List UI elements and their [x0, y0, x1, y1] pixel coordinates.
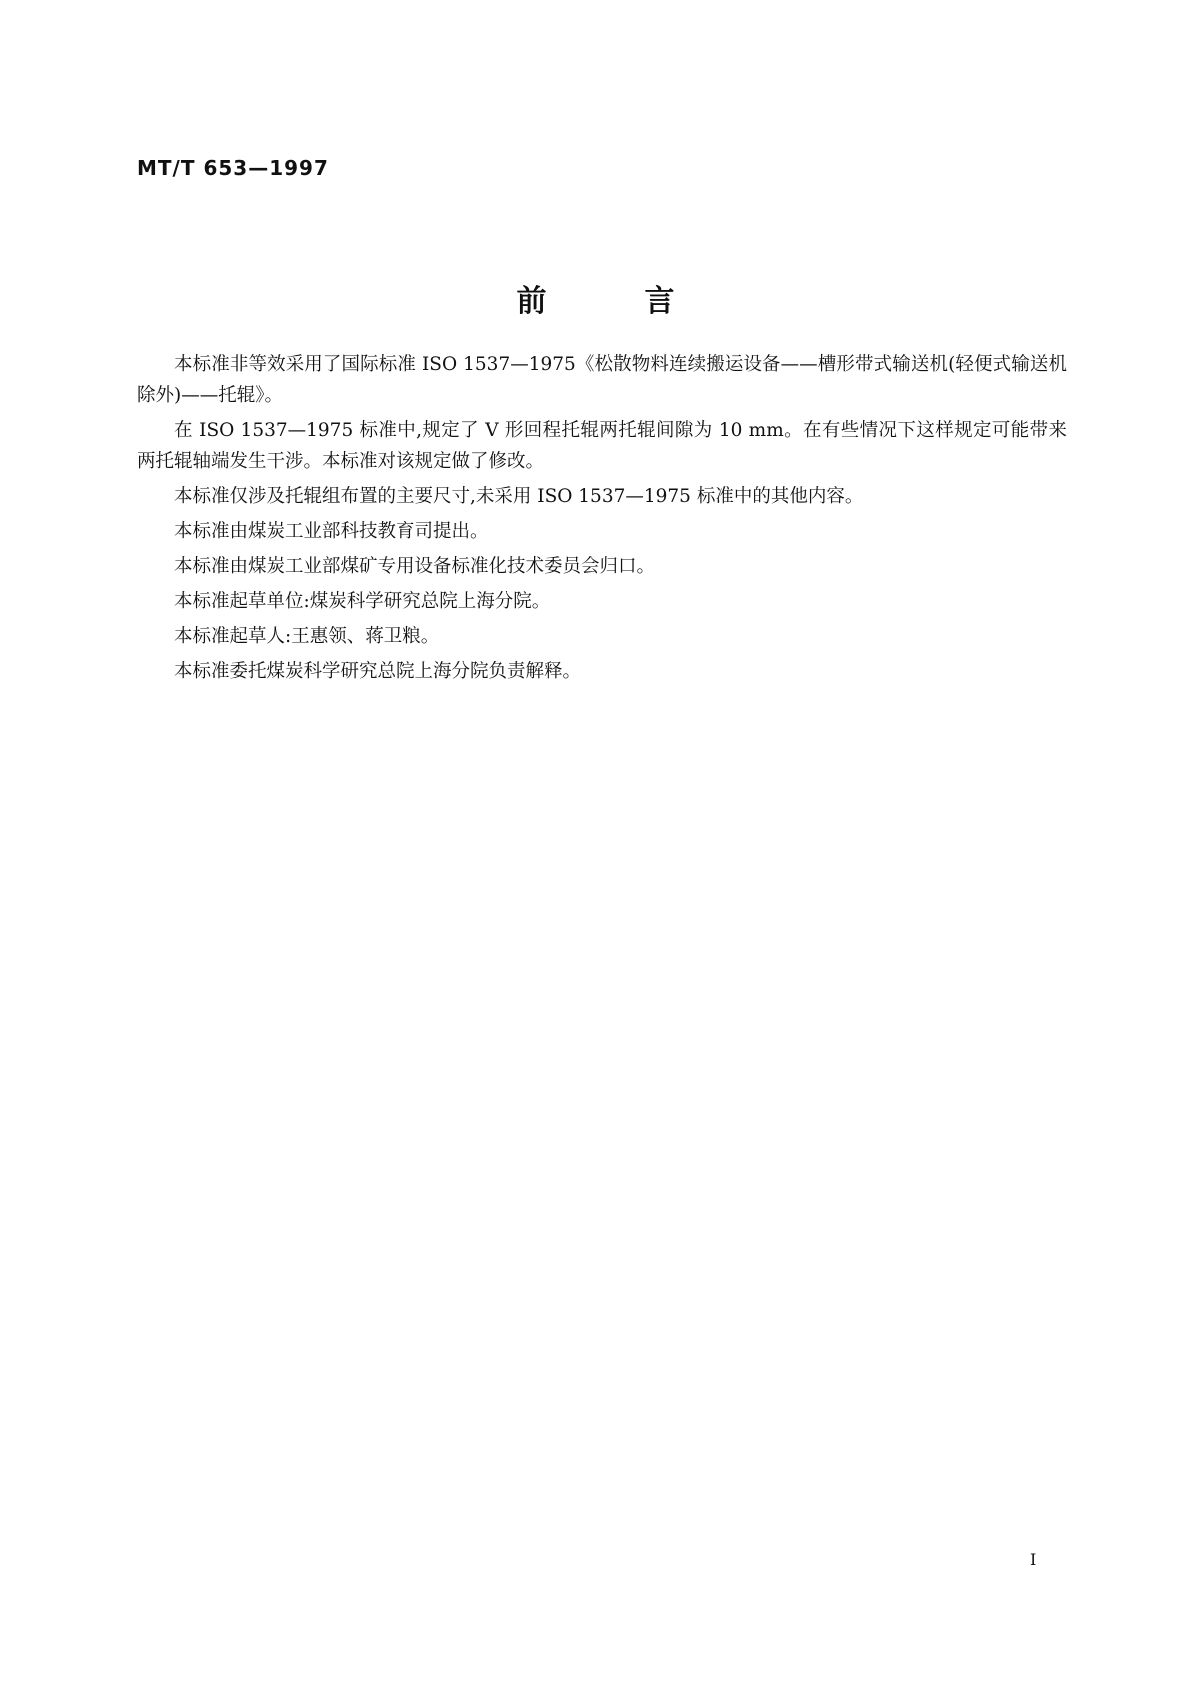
title-char-2: 言 [644, 284, 675, 319]
paragraph: 本标准委托煤炭科学研究总院上海分院负责解释。 [174, 661, 582, 682]
title-char-1: 前 [516, 284, 547, 319]
page-number: I [1030, 1550, 1037, 1569]
foreword-body [137, 349, 1067, 691]
page-title [0, 276, 1191, 320]
paragraph: 本标准起草单位:煤炭科学研究总院上海分院。 [174, 591, 551, 612]
paragraph: 本标准仅涉及托辊组布置的主要尺寸,未采用 ISO 1537—1975 标准中的其他内容。 [174, 486, 864, 507]
standard-code: MT/T 653—1997 [137, 156, 329, 180]
paragraph: 本标准起草人:王惠领、蒋卫粮。 [174, 626, 440, 647]
paragraph: 本标准由煤炭工业部煤矿专用设备标准化技术委员会归口。 [174, 556, 656, 577]
paragraph: 本标准由煤炭工业部科技教育司提出。 [174, 521, 489, 542]
paragraph: 本标准非等效采用了国际标准 ISO 1537—1975《松散物料连续搬运设备——槽形带式输送机(轻便式输送机除外)——托辊》。 [137, 354, 1067, 406]
paragraph: 在 ISO 1537—1975 标准中,规定了 V 形回程托辊两托辊间隙为 10 mm。在有些情况下这样规定可能带来两托辊轴端发生干涉。本标准对该规定做了修改。 [137, 420, 1067, 472]
